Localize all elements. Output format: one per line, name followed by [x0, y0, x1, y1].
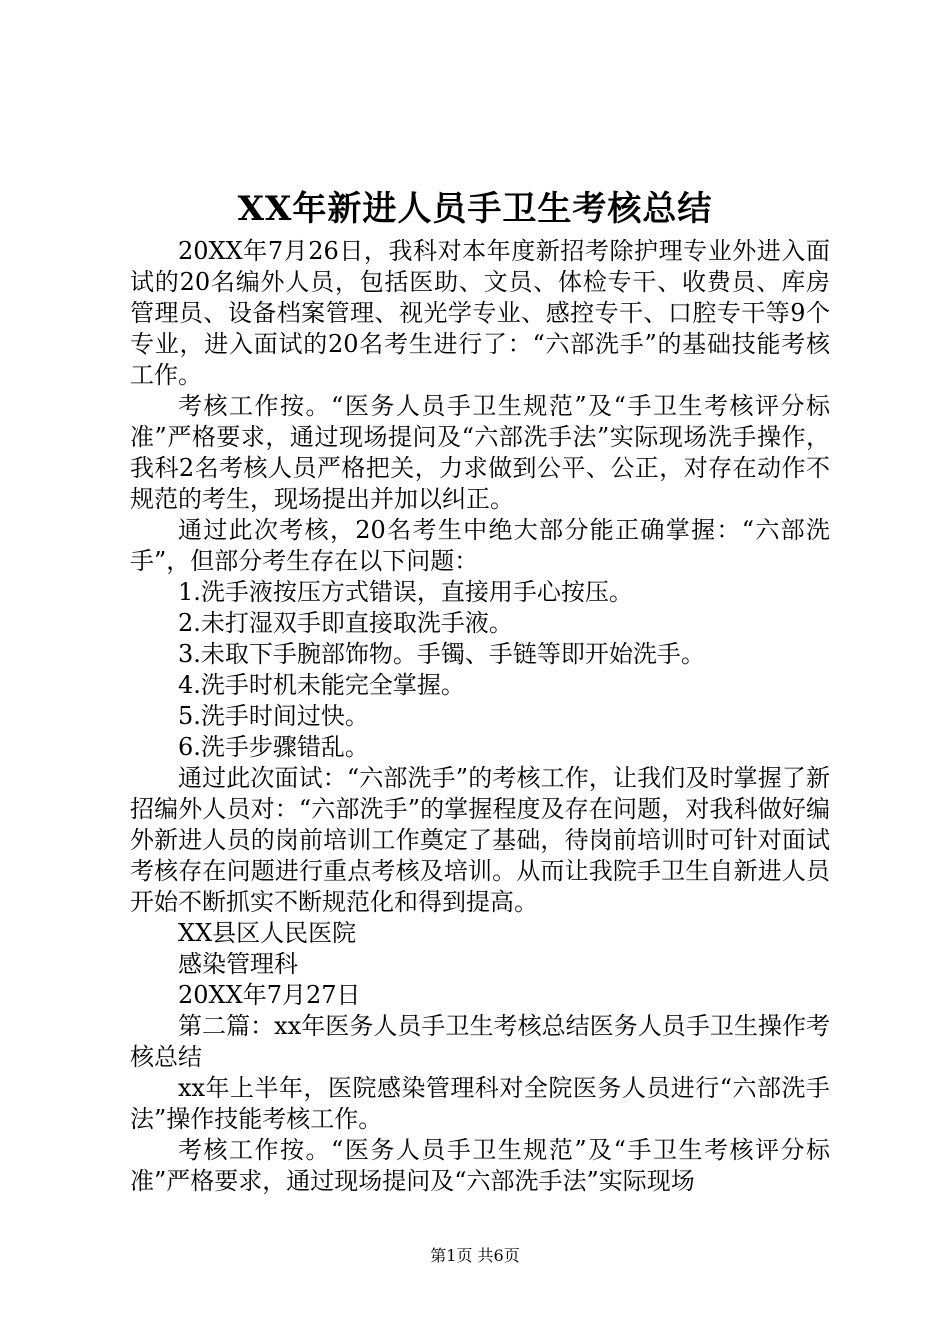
paragraph: 通过此次考核，20名考生中绝大部分能正确掌握：“六部洗手”，但部分考生存在以下问题：: [130, 516, 830, 575]
section-heading: 第二篇：xx年医务人员手卫生考核总结医务人员手卫生操作考核总结: [130, 1012, 830, 1071]
list-item: 6.洗手步骤错乱。: [178, 733, 369, 761]
list-item: 5.洗手时间过快。: [178, 702, 369, 730]
list-item: 2.未打湿双手即直接取洗手液。: [178, 609, 513, 637]
list-item: 4.洗手时机未能完全掌握。: [178, 671, 465, 699]
paragraph: 20XX年7月26日，我科对本年度新招考除护理专业外进入面试的20名编外人员，包括医助、文员、体检专干、收费员、库房管理员、设备档案管理、视光学专业、感控专干、口腔专干等9个专业，进入面试的20名考生进行了：“六部洗手”的基础技能考核工作。: [130, 237, 830, 389]
document-title: XX年新进人员手卫生考核总结: [237, 189, 713, 229]
signature-department: 感染管理科: [178, 950, 298, 978]
list-item: 3.未取下手腕部饰物。手镯、手链等即开始洗手。: [178, 640, 705, 668]
signature-hospital: XX县区人民医院: [178, 919, 357, 947]
page-number: 第1页 共6页: [430, 1246, 520, 1265]
document-body: [130, 236, 830, 1197]
paragraph: 考核工作按。“医务人员手卫生规范”及“手卫生考核评分标准”严格要求，通过现场提问及“六部洗手法”实际现场: [130, 1136, 830, 1195]
list-item: 1.洗手液按压方式错误，直接用手心按压。: [178, 578, 633, 606]
signature-date: 20XX年7月27日: [178, 981, 361, 1009]
paragraph: xx年上半年，医院感染管理科对全院医务人员进行“六部洗手法”操作技能考核工作。: [130, 1074, 830, 1133]
paragraph: 考核工作按。“医务人员手卫生规范”及“手卫生考核评分标准”严格要求，通过现场提问及“六部洗手法”实际现场洗手操作，我科2名考核人员严格把关，力求做到公平、公正，对存在动作不规范的考生，现场提出并加以纠正。: [130, 392, 830, 513]
paragraph: 通过此次面试：“六部洗手”的考核工作，让我们及时掌握了新招编外人员对：“六部洗手”的掌握程度及存在问题，对我科做好编外新进人员的岗前培训工作奠定了基础，待岗前培训时可针对面试考核存在问题进行重点考核及培训。从而让我院手卫生自新进人员开始不断抓实不断规范化和得到提高。: [130, 764, 830, 916]
